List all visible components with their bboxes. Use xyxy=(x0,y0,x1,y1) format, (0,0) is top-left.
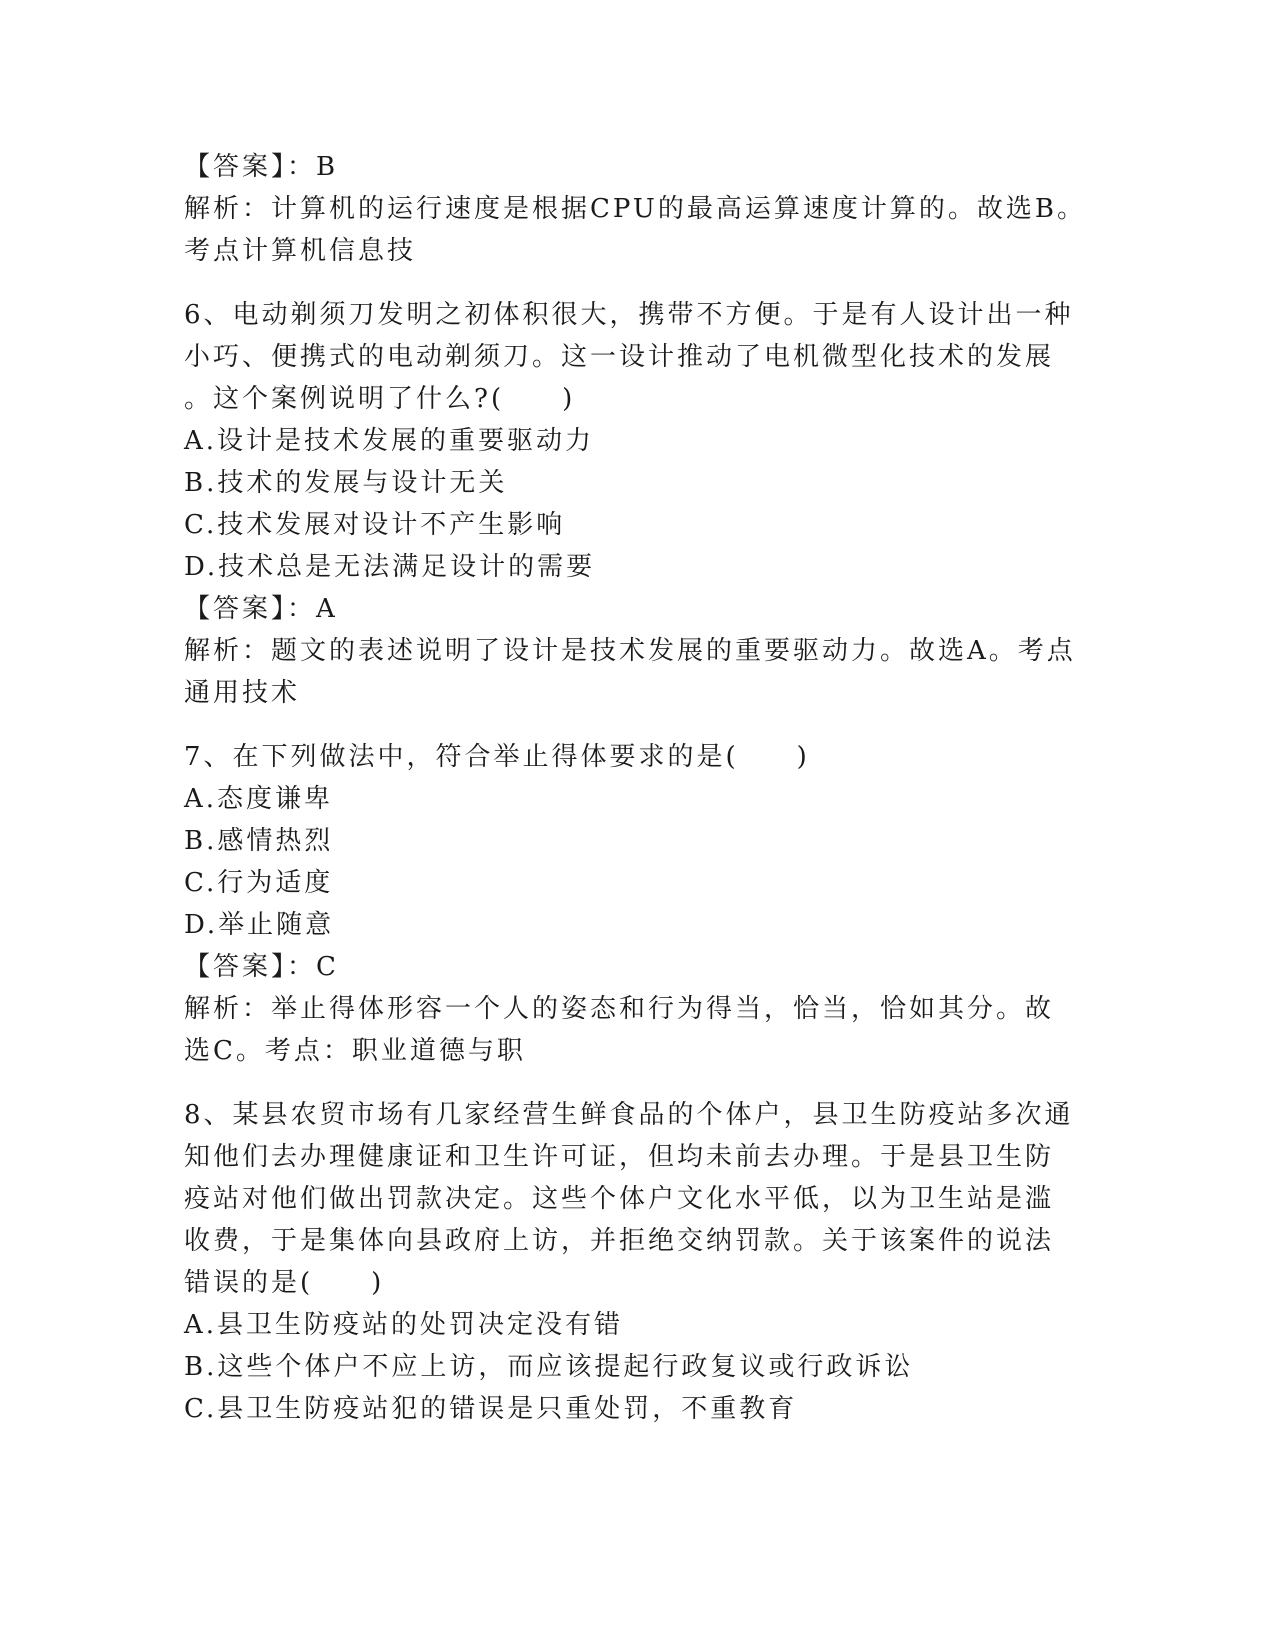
question-stem: 。这个案例说明了什么?( ) xyxy=(184,384,576,414)
option-c: C.县卫生防疫站犯的错误是只重处罚，不重教育 xyxy=(184,1394,798,1424)
option-a: A.县卫生防疫站的处罚决定没有错 xyxy=(184,1310,624,1340)
analysis-line: 考点计算机信息技 xyxy=(184,236,417,266)
question-8 xyxy=(184,1094,1084,1430)
option-b: B.技术的发展与设计无关 xyxy=(184,468,508,498)
question-stem: 7、在下列做法中，符合举止得体要求的是( ) xyxy=(184,742,810,772)
analysis-line: 解析：计算机的运行速度是根据CPU的最高运算速度计算的。故选B。 xyxy=(184,194,1086,224)
question-stem: 疫站对他们做出罚款决定。这些个体户文化水平低，以为卫生站是滥 xyxy=(184,1184,1055,1214)
question-stem: 错误的是( ) xyxy=(184,1268,385,1298)
analysis-line: 解析：题文的表述说明了设计是技术发展的重要驱动力。故选A。考点 xyxy=(184,636,1076,666)
analysis-line: 解析：举止得体形容一个人的姿态和行为得当，恰当，恰如其分。故 xyxy=(184,994,1055,1024)
question-6 xyxy=(184,294,1084,714)
question-stem: 小巧、便携式的电动剃须刀。这一设计推动了电机微型化技术的发展 xyxy=(184,342,1055,372)
option-d: D.技术总是无法满足设计的需要 xyxy=(184,552,596,582)
question-7 xyxy=(184,736,1084,1072)
question-stem: 8、某县农贸市场有几家经营生鲜食品的个体户，县卫生防疫站多次通 xyxy=(184,1100,1074,1130)
option-a: A.设计是技术发展的重要驱动力 xyxy=(184,426,595,456)
option-b: B.感情热烈 xyxy=(184,826,334,856)
answer-line: 【答案】：B xyxy=(184,152,339,182)
answer-line: 【答案】：C xyxy=(184,952,339,982)
document-page xyxy=(184,146,1084,1430)
analysis-line: 选C。考点：职业道德与职 xyxy=(184,1036,526,1066)
answer-line: 【答案】：A xyxy=(184,594,338,624)
option-c: C.技术发展对设计不产生影响 xyxy=(184,510,566,540)
analysis-line: 通用技术 xyxy=(184,678,301,708)
question-stem: 收费，于是集体向县政府上访，并拒绝交纳罚款。关于该案件的说法 xyxy=(184,1226,1055,1256)
question-stem: 6、电动剃须刀发明之初体积很大，携带不方便。于是有人设计出一种 xyxy=(184,300,1074,330)
option-b: B.这些个体户不应上访，而应该提起行政复议或行政诉讼 xyxy=(184,1352,914,1382)
option-c: C.行为适度 xyxy=(184,868,334,898)
question-5-answer-block xyxy=(184,146,1084,272)
option-a: A.态度谦卑 xyxy=(184,784,334,814)
question-stem: 知他们去办理健康证和卫生许可证，但均未前去办理。于是县卫生防 xyxy=(184,1142,1055,1172)
option-d: D.举止随意 xyxy=(184,910,335,940)
